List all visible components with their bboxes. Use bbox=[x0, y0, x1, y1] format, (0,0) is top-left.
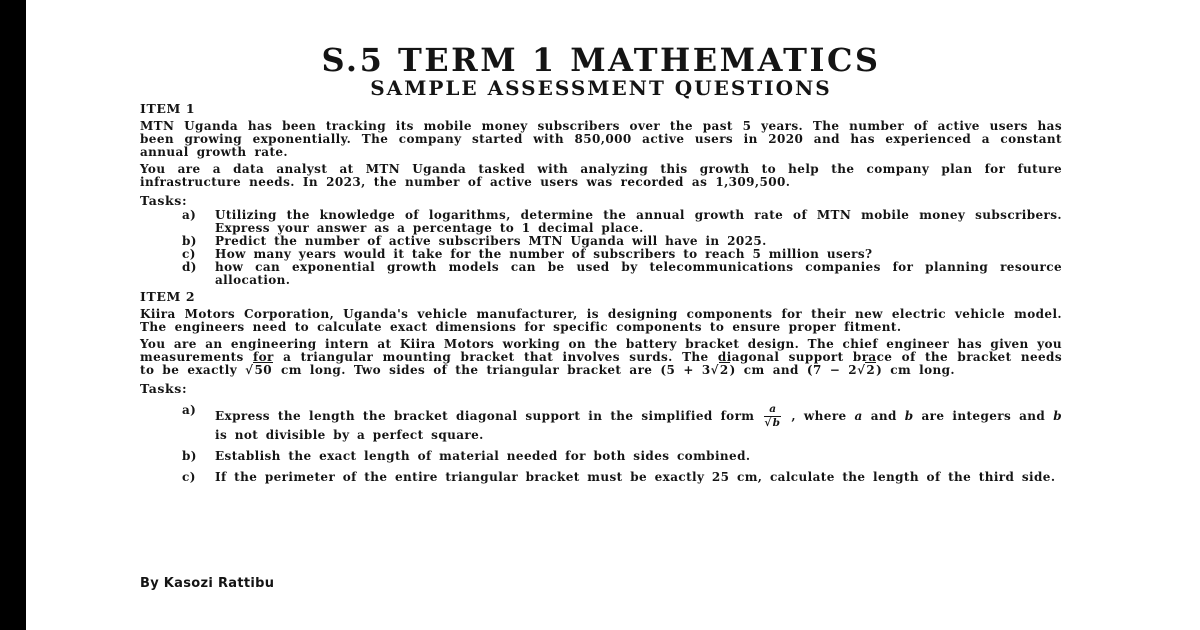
task-marker: a) bbox=[182, 403, 197, 417]
task-marker: b) bbox=[182, 449, 197, 464]
radical-sign: √ bbox=[710, 363, 719, 377]
document-page bbox=[140, 41, 1062, 485]
item2-tasks-label: Tasks: bbox=[140, 381, 188, 396]
radicand: 2 bbox=[866, 363, 876, 377]
task-a-text: and bbox=[862, 409, 905, 424]
variable-a: a bbox=[854, 409, 863, 424]
task-text: How many years would it take for the number of subscribers to reach 5 million users? bbox=[215, 247, 873, 261]
task-a-text: are integers and bbox=[913, 409, 1054, 424]
item1-paragraph-1: MTN Uganda has been tracking its mobile money subscribers over the past 5 years. The number of active users has been growing exponentially. The company started with 850,000 active users in 2020 and has experienced a constant annual growth rate. bbox=[140, 119, 1062, 159]
sqrt-50-expression bbox=[245, 362, 273, 377]
task-row bbox=[140, 450, 1062, 463]
fraction-a-over-sqrt-b bbox=[764, 404, 781, 429]
radicand: 2 bbox=[719, 363, 729, 377]
left-black-bar bbox=[0, 0, 26, 630]
task-row bbox=[140, 209, 1062, 235]
item2-paragraph-2 bbox=[140, 338, 1062, 377]
item1-tasks-label: Tasks: bbox=[140, 193, 188, 208]
task-marker: c) bbox=[182, 470, 196, 485]
task-a-text: is not divisible by a perfect square. bbox=[215, 428, 484, 443]
sqrt-2-expression bbox=[857, 362, 876, 377]
item2-para2-text: You are an engineering intern at Kiira Motors working on the battery bracket design. The chief engineer has given you measurements for a triangular mounting bracket that involves surds. The diagonal support brace of the bracket needs to be exactly bbox=[140, 337, 1062, 377]
item2-task-list bbox=[140, 404, 1062, 484]
radical-sign: √ bbox=[764, 417, 772, 430]
page-subtitle: SAMPLE ASSESSMENT QUESTIONS bbox=[370, 76, 832, 100]
variable-b: b bbox=[904, 409, 914, 424]
task-text: how can exponential growth models can be used by telecommunications companies for planning resource allocation. bbox=[215, 260, 1062, 287]
item2-para2-text: ) cm long. bbox=[876, 363, 956, 377]
task-marker: d) bbox=[182, 260, 197, 274]
variable-b: b bbox=[1053, 409, 1062, 424]
task-row bbox=[140, 404, 1062, 442]
item2-para2-text: cm long. Two sides of the triangular bracket are (5 + 3 bbox=[272, 363, 711, 377]
page-title: S.5 TERM 1 MATHEMATICS bbox=[321, 41, 881, 79]
radicand: 50 bbox=[254, 363, 272, 377]
task-marker: b) bbox=[182, 234, 197, 248]
item2-heading: ITEM 2 bbox=[140, 289, 196, 304]
task-row bbox=[140, 471, 1062, 484]
fraction-denominator bbox=[764, 417, 781, 429]
item1-paragraph-2: You are a data analyst at MTN Uganda tasked with analyzing this growth to help the company plan for future infrastructure needs. In 2023, the number of active users was recorded as 1,309,500. bbox=[140, 162, 1062, 189]
task-a-text: , where bbox=[783, 409, 855, 424]
item1-heading: ITEM 1 bbox=[140, 101, 196, 116]
task-marker: a) bbox=[182, 208, 197, 222]
task-row bbox=[140, 261, 1062, 287]
item2-paragraph-1: Kiira Motors Corporation, Uganda's vehicle manufacturer, is designing components for their new electric vehicle model. The engineers need to calculate exact dimensions for specific components to ensure proper fitment. bbox=[140, 307, 1062, 334]
task-marker: c) bbox=[182, 247, 196, 261]
fraction-numerator: a bbox=[764, 404, 781, 417]
task-text: Establish the exact length of material needed for both sides combined. bbox=[215, 449, 751, 464]
item2-para2-text: ) cm and (7 − 2 bbox=[729, 363, 858, 377]
radical-sign: √ bbox=[857, 363, 866, 377]
task-text bbox=[215, 404, 1062, 442]
task-a-text: Express the length the bracket diagonal support in the simplified form bbox=[215, 409, 763, 424]
radical-sign: √ bbox=[245, 363, 254, 377]
sqrt-2-expression bbox=[711, 362, 730, 377]
author-byline: By Kasozi Rattibu bbox=[140, 576, 275, 591]
item1-task-list bbox=[140, 209, 1062, 287]
task-text: If the perimeter of the entire triangular bracket must be exactly 25 cm, calculate the length of the third side. bbox=[215, 470, 1056, 485]
task-text: Predict the number of active subscribers MTN Uganda will have in 2025. bbox=[215, 234, 767, 248]
radicand: b bbox=[772, 417, 781, 430]
task-text: Utilizing the knowledge of logarithms, determine the annual growth rate of MTN mobile money subscribers. Express your answer as a percentage to 1 decimal place. bbox=[215, 208, 1062, 235]
sqrt-b-expression bbox=[764, 416, 781, 429]
